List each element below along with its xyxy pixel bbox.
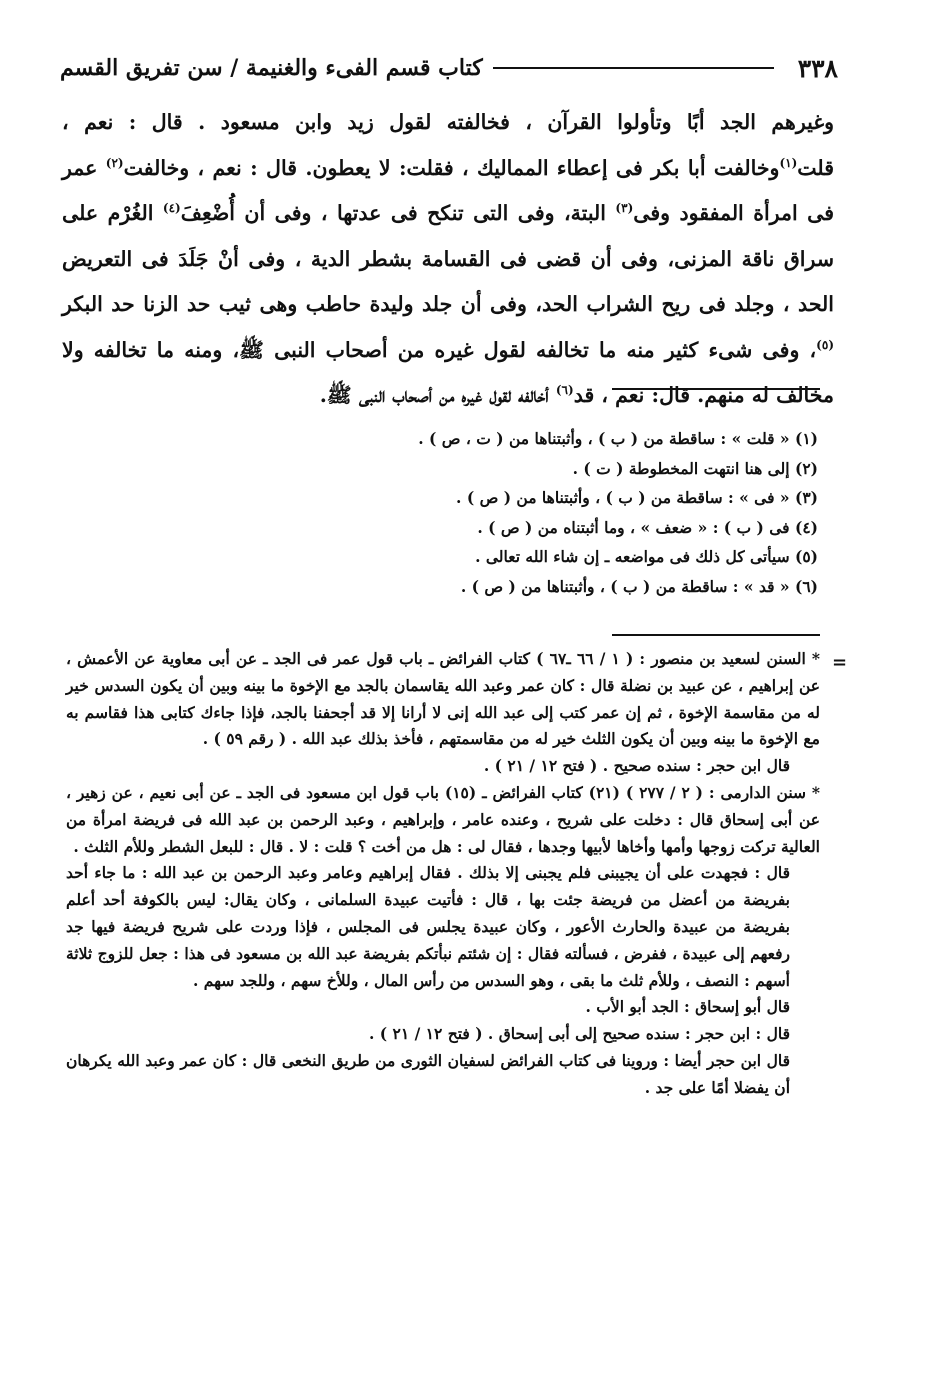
footnote-ref-4: (٤) — [162, 201, 181, 216]
footnote-item: (٣) « فى » : ساقطة من ( ب ) ، وأثبتناها من ( ص ) . — [456, 488, 818, 507]
main-text-segment: وخالفت أبا بكر فى إعطاء المماليك ، فقلت: لا يعطون. قال : نعم ، وخالفت — [123, 155, 780, 180]
main-text-segment: أخالفه لقول غيره من أصحاب النبى ﷺ. — [319, 383, 549, 407]
main-text-segment: عمر فى امرأة المفقود وفى — [62, 155, 835, 225]
footnote-separator — [612, 388, 820, 390]
takhrij-paragraph: * السنن لسعيد بن منصور : ( ١ / ٦٦ ـ٦٧ ) كتاب الفرائض ـ باب قول عمر فى الجد ـ عن أبى معاوية عن الأعمش ، عن إبراهيم ، عن عبيد بن نضلة قال : كان عمر وعبد الله يقاسمان بالجد مع الإخوة ما بينه وبين أن يكون السدس خير له من مقاسمة الإخوة ، ثم إن عمر كتب إلى عبد الله إنى لا أرانا إلا قد أجحفنا بالجد، فإذا جاءك كتابى هذا فقاسم به مع الإخوة ما بينه وبين أن يكون الثلث خير له من مقاسمتهم ، فأخذ بذلك عبد الله . ( رقم ٥٩ ) . — [66, 649, 821, 749]
running-title: كتاب قسم الفىء والغنيمة / سن تفريق القسم — [60, 55, 483, 81]
main-text-segment: الغُرْم على سراق ناقة المزنى، وفى أن قضى فى القسامة بشطر الدية ، وفى أنْ جَلَدَ فى التعريض الحد ، وجلد فى ريح الشراب الحد، وفى أن جلد وليدة حاطب وهى ثيب حد الزنا حد البكر — [62, 201, 834, 316]
header-rule — [493, 67, 774, 69]
main-paragraph — [62, 100, 834, 419]
main-text — [62, 100, 834, 419]
footnote-ref-2: (٢) — [105, 155, 124, 170]
takhrij-paragraph: قال ابن حجر : سنده صحيح . ( فتح ١٢ / ٢١ ) . — [483, 756, 790, 776]
editor-footnotes — [150, 424, 818, 601]
footnote-item: (٦) « قد » : ساقطة من ( ب ) ، وأثبتناها من ( ص ) . — [460, 576, 818, 596]
page-number: ٣٣٨ — [797, 53, 838, 83]
footnote-item: (٢) إلى هنا انتهت المخطوطة ( ت ) . — [572, 458, 818, 478]
takhrij-paragraph: قال : ابن حجر : سنده صحيح إلى أبى إسحاق . ( فتح ١٢ / ٢١ ) . — [369, 1024, 790, 1044]
takhrij-paragraph: قال : فجهدت على أن يجيبنى فلم يجبنى إلا بذلك . فقال إبراهيم وعامر وعبد الرحمن بن عبد الله : ما جاء أحد بفريضة من أعضل من فريضة جئت بها ، قال : فأتيت عبيدة السلمانى ، وكان يقال: ليس بالكوفة أحد أعلم بفريضة من عبيدة والحارث الأعور ، وكان عبيدة يجلس فى المجلس ، فإذا وردت على شريح فريضة فيها جد رفعهم إلى عبيدة ، ففرض ، فسألته فقال : إن شئتم نبأتكم بفريضة عبد الله بن مسعود فى هذا : جعل للزوج ثلاثة أسهم : النصف ، وللأم ثلث ما بقى ، وهو السدس من رأس المال ، وللأخ سهم ، وللجد سهم . — [66, 863, 790, 990]
takhrij-separator — [612, 634, 820, 636]
footnote-item: (١) « قلت » : ساقطة من ( ب ) ، وأثبتناها من ( ت ، ص ) . — [418, 429, 818, 448]
running-head — [60, 50, 838, 86]
footnote-ref-5: (٥) — [816, 337, 834, 352]
continuation-mark: = — [832, 652, 848, 673]
main-text-segment: البتة، وفى التى تنكح فى عدتها ، وفى أن أُضْعِفَ — [180, 201, 606, 225]
takhrij-notes — [66, 646, 820, 1102]
footnote-item: (٥) سيأتى كل ذلك فى مواضعه ـ إن شاء الله تعالى . — [475, 547, 818, 566]
takhrij-paragraph: * سنن الدارمى : ( ٢ / ٢٧٧ ) (٢١) كتاب الفرائض ـ (١٥) باب قول ابن مسعود فى الجد ـ عن أبى نعيم ، عن زهير ، عن أبى إسحاق قال : دخلت على شريح ، وعنده عامر ، وإبراهيم ، وعبد الرحمن بن عبد الله فى فريضة امرأة من العالية تركت زوجها وأمها وأخاها لأبيها وجدها ، فقال لى : هل من أخت ؟ قلت : لا . قال : للبعل الشطر وللأم الثلث . — [66, 782, 820, 856]
takhrij-paragraph: قال ابن حجر أيضا : وروينا فى كتاب الفرائض لسفيان الثورى من طريق النخعى قال : كان عمر وعبد الله يكرهان أن يفضلا أمًا على جد . — [66, 1050, 790, 1097]
footnote-item: (٤) فى ( ب ) : « ضعف » ، وما أثبتناه من ( ص ) . — [477, 517, 818, 537]
footnote-ref-1: (١) — [779, 155, 798, 170]
main-text-segment: وغيرهم الجد أبًا وتأولوا القرآن ، فخالفته لقول زيد وابن مسعود . قال : نعم ، قلت — [62, 110, 834, 180]
takhrij-paragraph: قال أبو إسحاق : الجد أبو الأب . — [585, 997, 790, 1017]
footnote-ref-3: (٣) — [615, 201, 634, 216]
main-text-segment: ، وفى شىء كثير منه ما تخالفه لقول غيره من أصحاب النبى ﷺ، ومنه ما تخالفه ولا مخالف له منهم. قال: نعم ، قد — [62, 337, 834, 407]
footnote-ref-6: (٦) — [555, 383, 574, 398]
